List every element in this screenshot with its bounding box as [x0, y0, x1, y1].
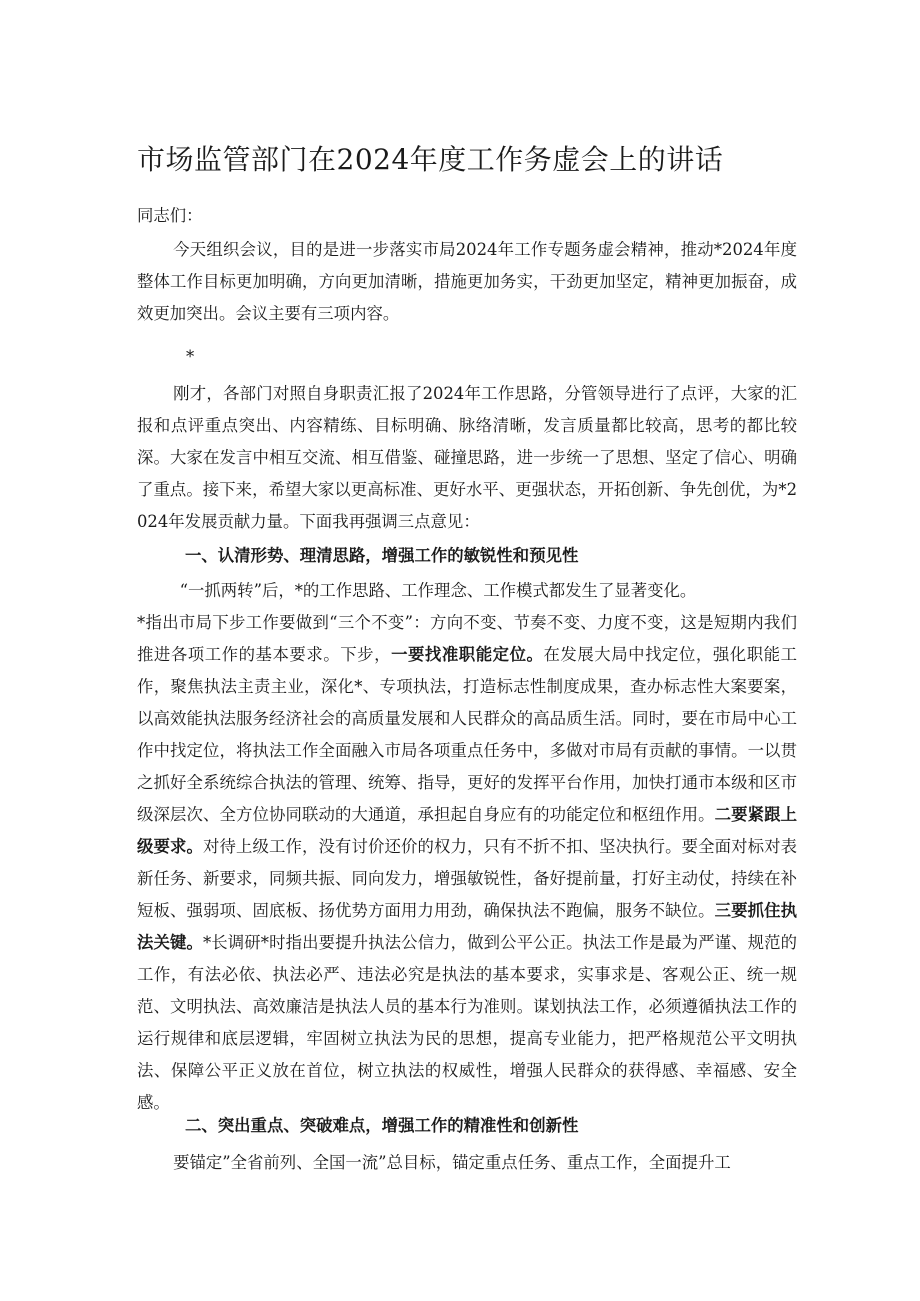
summary-paragraph: 刚才，各部门对照自身职责汇报了2024年工作思路，分管领导进行了点评，大家的汇报和点评重点突出、内容精练、目标明确、脉络清晰，发言质量都比较高，思考的都比较深。大家在发言中相互交流、相互借鉴、碰撞思路，进一步统一了思想、坚定了信心、明确了重点。接下来，希望大家以更高标准、更好水平、更强状态，开拓创新、争先创优，为*2024年发展贡献力量。下面我再强调三点意见：: [137, 384, 797, 531]
document-title: 市场监管部门在2024年度工作务虚会上的讲话: [137, 143, 724, 176]
section-1-first-line: “一抓两转”后，*的工作思路、工作理念、工作模式都发生了显著变化。: [179, 581, 697, 600]
section-heading-2: 二、突出重点、突破难点，增强工作的精准性和创新性: [185, 1116, 579, 1135]
section-1-body: [137, 575, 797, 1119]
section-1-text-2: 在发展大局中找定位，强化职能工作，聚焦执法主责主业，深化*、专项执法，打造标志性制度成果，查办标志性大案要案，以高效能执法服务经济社会的高质量发展和人民群众的高品质生活。同时，要在市局中心工作中找定位，将执法工作全面融入市局各项重点任务中，多做对市局有贡献的事情。一以贯之抓好全系统综合执法的管理、统筹、指导，更好的发挥平台作用，加快打通市本级和区市级深层次、全方位协同联动的大通道，承担起自身应有的功能定位和枢纽作用。: [137, 645, 798, 824]
section-2-body: 要锚定”全省前列、全国一流”总目标，锚定重点任务、重点工作，全面提升工: [173, 1153, 731, 1172]
section-separator: *: [186, 347, 195, 366]
intro-paragraph: 今天组织会议，目的是进一步落实市局2024年工作专题务虚会精神，推动*2024年度整体工作目标更加明确，方向更加清晰，措施更加务实，干劲更加坚定，精神更加振奋，成效更加突出。会议主要有三项内容。: [137, 240, 797, 323]
salutation: 同志们：: [137, 206, 203, 225]
section-1-text-3: 对待上级工作，没有讨价还价的权力，只有不折不扣、坚决执行。要全面对标对表新任务、新要求，同频共振、同向发力，增强敏锐性，备好提前量，打好主动仗，持续在补短板、强弱项、固底板、扬优势方面用力用劲，确保执法不跑偏，服务不缺位。: [137, 837, 798, 920]
key-point-2: 二要紧跟上级要求。: [137, 805, 798, 856]
section-heading-1: 一、认清形势、理清思路，增强工作的敏锐性和预见性: [185, 546, 579, 565]
section-1-text-4: *长调研*时指出要提升执法公信力，做到公平公正。执法工作是最为严谨、规范的工作，有法必依、执法必严、违法必究是执法的基本要求，实事求是、客观公正、统一规范、文明执法、高效廉洁是执法人员的基本行为准则。谋划执法工作，必须遵循执法工作的运行规律和底层逻辑，牢固树立执法为民的思想，提高专业能力，把严格规范公平文明执法、保障公平正义放在首位，树立执法的权威性，增强人民群众的获得感、幸福感、安全感。: [137, 933, 797, 1112]
key-point-3: 三要抓住执法关键。: [137, 901, 798, 952]
section-1-text-1: *指出市局下步工作要做到“三个不变”：方向不变、节奏不变、力度不变，这是短期内我们推进各项工作的基本要求。下步，: [137, 613, 797, 664]
key-point-1: 一要找准职能定位。: [391, 645, 544, 664]
